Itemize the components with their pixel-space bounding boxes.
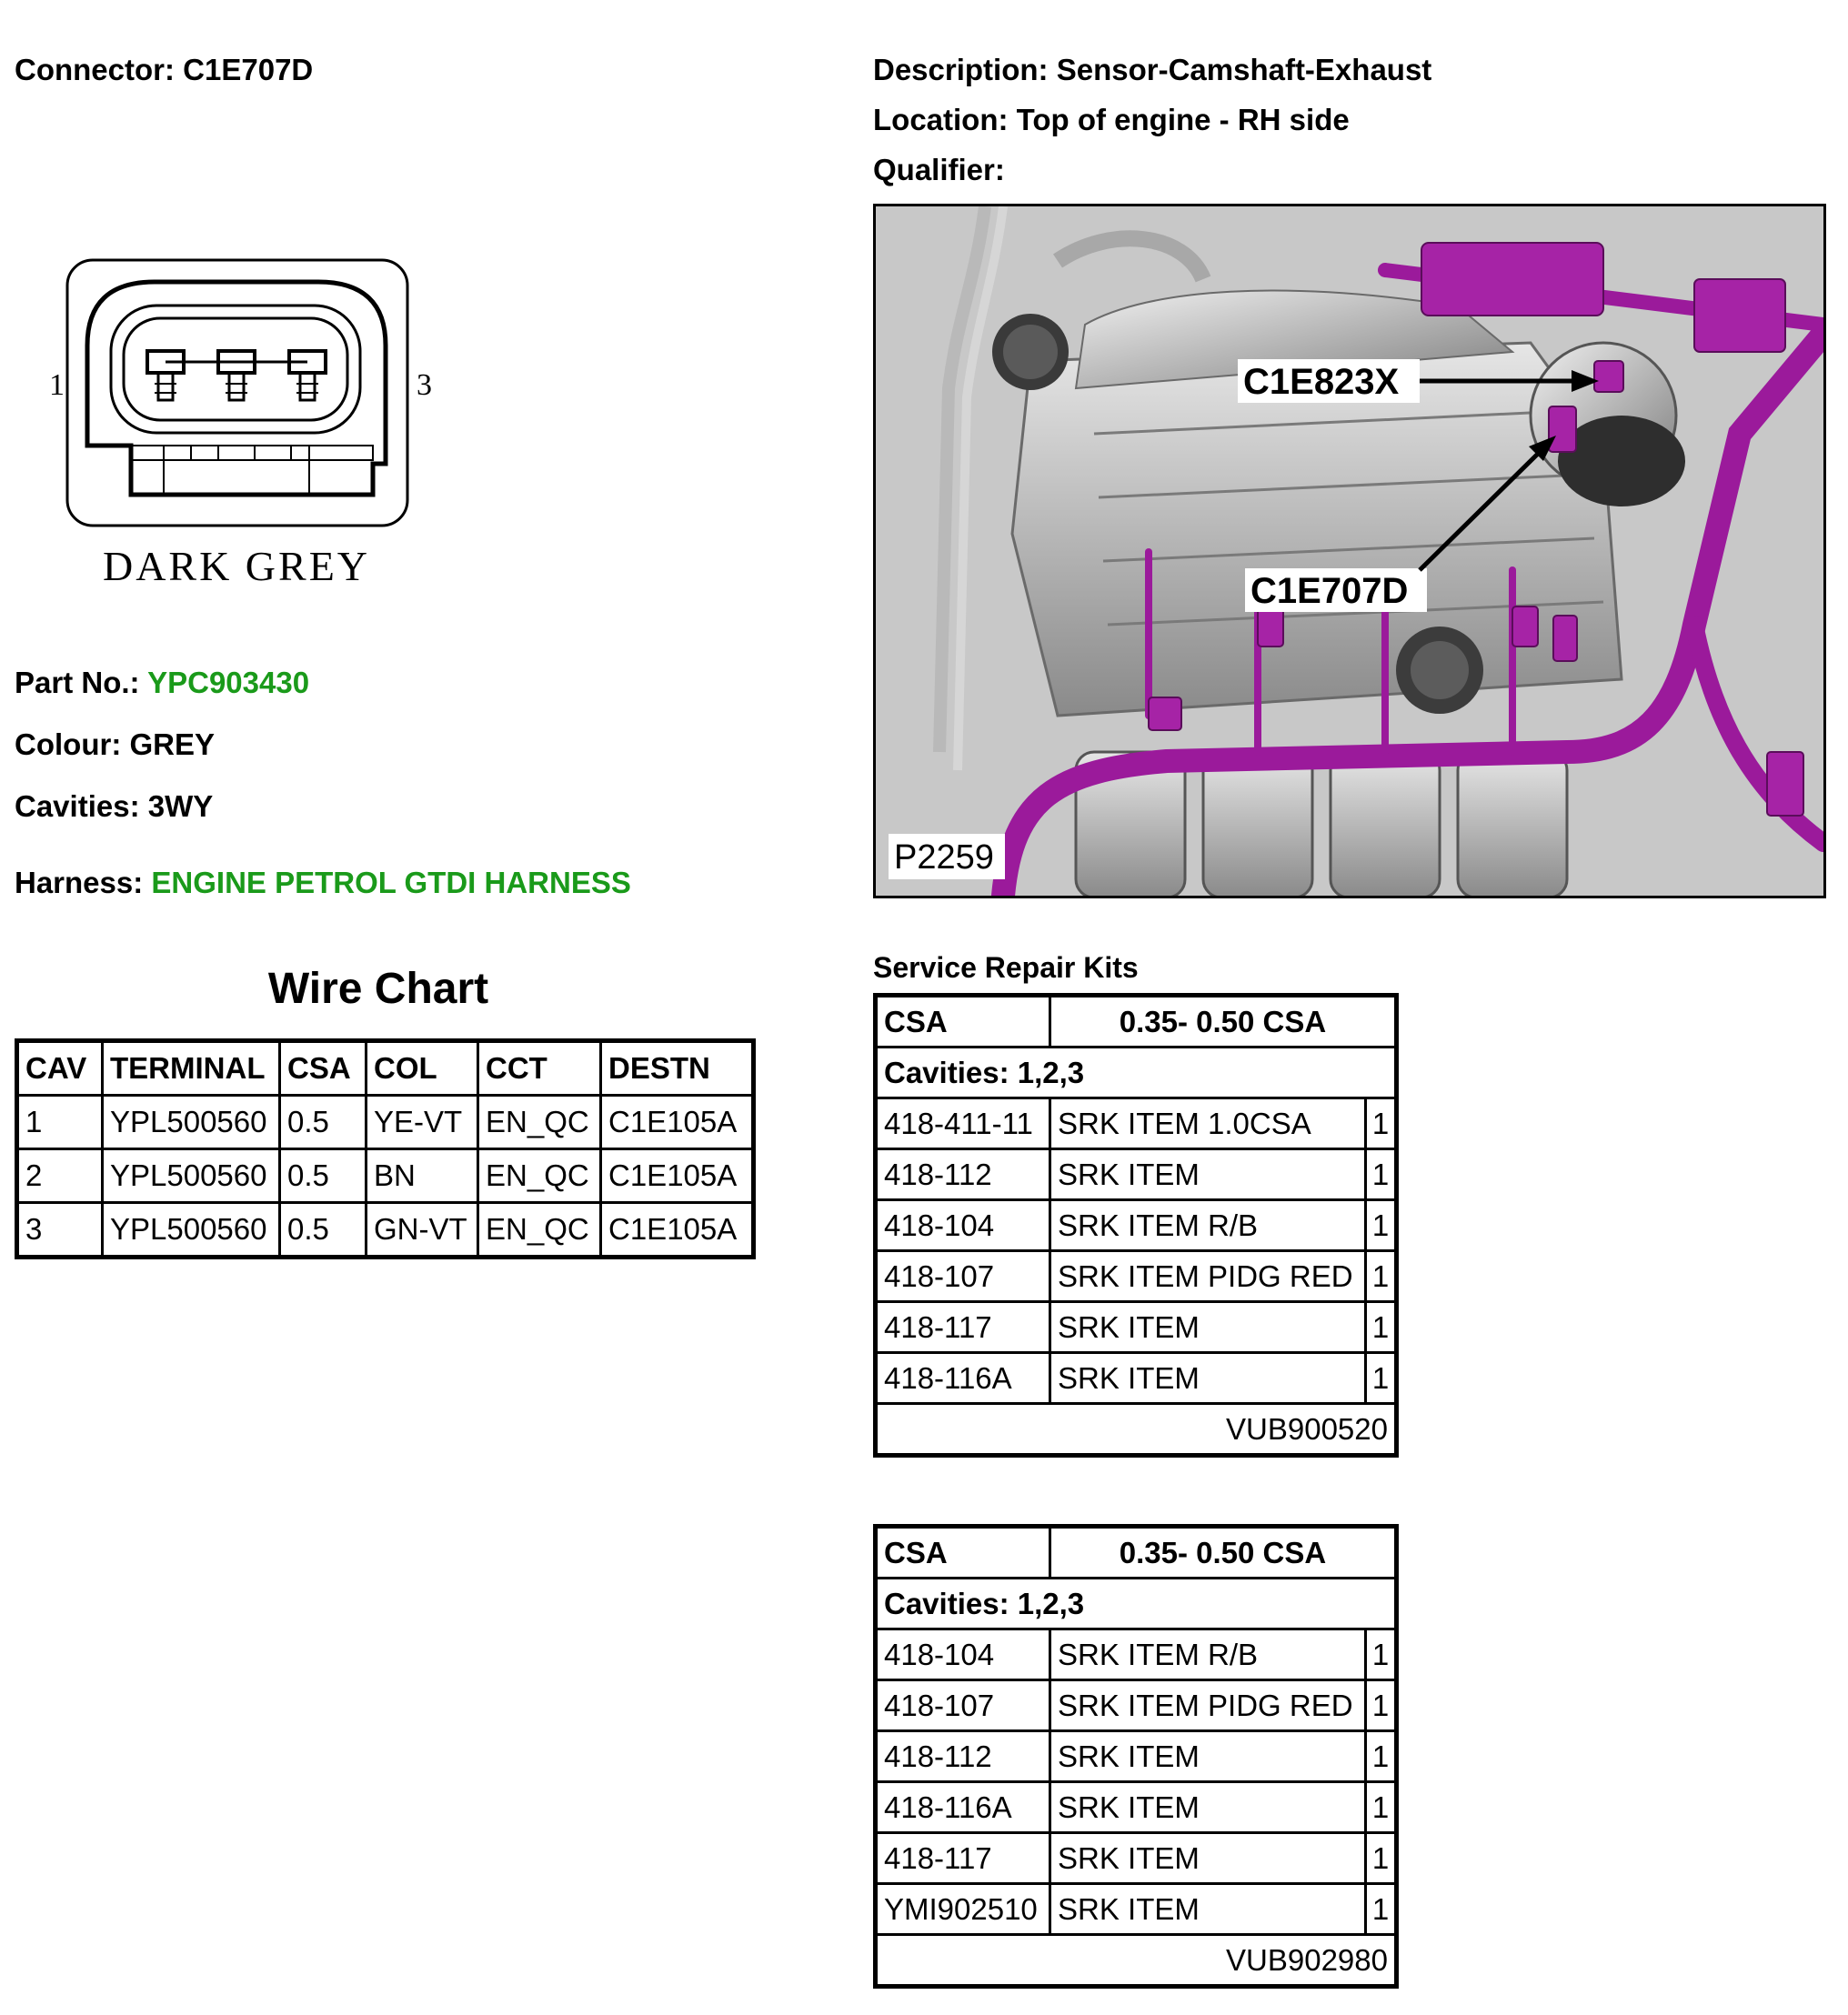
srk-csa-label: CSA [876, 1527, 1050, 1579]
part-number-link[interactable]: YPC903430 [147, 666, 310, 699]
srk-qty: 1 [1366, 1680, 1397, 1731]
pin-number-right: 3 [417, 368, 432, 402]
srk-kit-number-row [876, 1935, 1397, 1987]
srk-table-2 [873, 1524, 1399, 1989]
cell-terminal: YPL500560 [103, 1149, 280, 1203]
cell-cav: 3 [17, 1203, 103, 1258]
srk-cavities: Cavities: 1,2,3 [876, 1048, 1397, 1098]
table-row [876, 1731, 1397, 1782]
colour-label: Colour: [15, 727, 122, 761]
cell-cct: EN_QC [478, 1149, 601, 1203]
pin-number-left: 1 [49, 368, 65, 402]
location-label: Location: [873, 103, 1009, 136]
srk-kit-number-row [876, 1404, 1397, 1456]
figure-id-label: P2259 [894, 838, 994, 877]
table-row [17, 1203, 754, 1258]
srk-qty: 1 [1366, 1353, 1397, 1404]
col-header-terminal: TERMINAL [103, 1041, 280, 1096]
srk-qty: 1 [1366, 1149, 1397, 1200]
table-row [876, 1680, 1397, 1731]
srk-part: 418-112 [876, 1731, 1050, 1782]
qualifier-label: Qualifier: [873, 153, 1005, 186]
connector-value: C1E707D [183, 53, 314, 86]
col-header-cct: CCT [478, 1041, 601, 1096]
part-number-line [15, 666, 309, 700]
wire-chart-header-row [17, 1041, 754, 1096]
cell-csa: 0.5 [280, 1096, 367, 1149]
table-row [17, 1149, 754, 1203]
location-line [873, 103, 1350, 137]
cell-terminal: YPL500560 [103, 1203, 280, 1258]
srk-desc: SRK ITEM [1050, 1833, 1366, 1884]
srk-csa-row [876, 996, 1397, 1048]
callout-c1e823x-label: C1E823X [1243, 362, 1400, 402]
table-row [17, 1096, 754, 1149]
srk-qty: 1 [1366, 1884, 1397, 1935]
table-row [876, 1884, 1397, 1935]
table-row [876, 1782, 1397, 1833]
srk-qty: 1 [1366, 1833, 1397, 1884]
cell-cct: EN_QC [478, 1096, 601, 1149]
cell-destn: C1E105A [601, 1203, 754, 1258]
srk-desc: SRK ITEM [1050, 1782, 1366, 1833]
table-row [876, 1149, 1397, 1200]
connector-colour-caption: DARK GREY [102, 543, 371, 589]
col-header-csa: CSA [280, 1041, 367, 1096]
engine-illustration [876, 206, 1823, 896]
part-number-label: Part No.: [15, 666, 140, 699]
table-row [876, 1098, 1397, 1149]
srk-part: 418-116A [876, 1782, 1050, 1833]
srk-csa-row [876, 1527, 1397, 1579]
srk-part: 418-107 [876, 1251, 1050, 1302]
cavities-value: 3WY [147, 789, 214, 823]
srk-qty: 1 [1366, 1251, 1397, 1302]
table-row [876, 1200, 1397, 1251]
srk-desc: SRK ITEM R/B [1050, 1629, 1366, 1680]
connector-label: Connector: [15, 53, 175, 86]
wire-chart-title: Wire Chart [267, 965, 489, 1013]
srk-qty: 1 [1366, 1302, 1397, 1353]
srk-desc: SRK ITEM 1.0CSA [1050, 1098, 1366, 1149]
table-row [876, 1833, 1397, 1884]
cell-csa: 0.5 [280, 1203, 367, 1258]
srk-qty: 1 [1366, 1098, 1397, 1149]
srk-kit-number: VUB900520 [876, 1404, 1397, 1456]
srk-part: 418-116A [876, 1353, 1050, 1404]
cell-cav: 2 [17, 1149, 103, 1203]
srk-kit-number: VUB902980 [876, 1935, 1397, 1987]
connector-pin-housing [124, 318, 347, 420]
srk-part: 418-112 [876, 1149, 1050, 1200]
cavities-label: Cavities: [15, 789, 140, 823]
srk-desc: SRK ITEM [1050, 1731, 1366, 1782]
cell-col: GN-VT [367, 1203, 478, 1258]
connector-heading [15, 53, 313, 87]
srk-part: 418-117 [876, 1833, 1050, 1884]
wire-chart-table [15, 1038, 756, 1259]
srk-cavities-row [876, 1048, 1397, 1098]
connector-face-diagram [36, 246, 473, 609]
service-repair-kits-title: Service Repair Kits [873, 951, 1139, 984]
srk-desc: SRK ITEM R/B [1050, 1200, 1366, 1251]
table-row [876, 1629, 1397, 1680]
srk-qty: 1 [1366, 1200, 1397, 1251]
srk-part: 418-104 [876, 1200, 1050, 1251]
cell-csa: 0.5 [280, 1149, 367, 1203]
srk-part: YMI902510 [876, 1884, 1050, 1935]
cell-destn: C1E105A [601, 1149, 754, 1203]
colour-value: GREY [129, 727, 216, 761]
qualifier-line [873, 153, 1005, 187]
cell-col: YE-VT [367, 1096, 478, 1149]
srk-qty: 1 [1366, 1629, 1397, 1680]
cell-destn: C1E105A [601, 1096, 754, 1149]
connector-pin-2 [218, 351, 255, 400]
engine-location-image [873, 204, 1826, 898]
srk-part: 418-107 [876, 1680, 1050, 1731]
cell-terminal: YPL500560 [103, 1096, 280, 1149]
col-header-cav: CAV [17, 1041, 103, 1096]
srk-cavities: Cavities: 1,2,3 [876, 1579, 1397, 1629]
srk-desc: SRK ITEM PIDG RED [1050, 1680, 1366, 1731]
harness-label: Harness: [15, 866, 144, 899]
description-line [873, 53, 1431, 87]
srk-qty: 1 [1366, 1782, 1397, 1833]
srk-part: 418-104 [876, 1629, 1050, 1680]
harness-link[interactable]: ENGINE PETROL GTDI HARNESS [151, 866, 631, 899]
srk-part: 418-411-11 [876, 1098, 1050, 1149]
location-value: Top of engine - RH side [1016, 103, 1350, 136]
srk-csa-label: CSA [876, 996, 1050, 1048]
table-row [876, 1353, 1397, 1404]
connector-pin-3 [289, 351, 326, 400]
table-row [876, 1302, 1397, 1353]
table-row [876, 1251, 1397, 1302]
description-value: Sensor-Camshaft-Exhaust [1056, 53, 1432, 86]
srk-desc: SRK ITEM PIDG RED [1050, 1251, 1366, 1302]
srk-csa-value: 0.35- 0.50 CSA [1050, 996, 1397, 1048]
cell-cct: EN_QC [478, 1203, 601, 1258]
description-label: Description: [873, 53, 1049, 86]
srk-csa-value: 0.35- 0.50 CSA [1050, 1527, 1397, 1579]
srk-desc: SRK ITEM [1050, 1149, 1366, 1200]
cell-cav: 1 [17, 1096, 103, 1149]
col-header-col: COL [367, 1041, 478, 1096]
c1e707d-connector-marker [1549, 406, 1576, 452]
colour-line [15, 727, 215, 762]
srk-desc: SRK ITEM [1050, 1884, 1366, 1935]
srk-desc: SRK ITEM [1050, 1302, 1366, 1353]
srk-cavities-row [876, 1579, 1397, 1629]
srk-part: 418-117 [876, 1302, 1050, 1353]
harness-line [15, 866, 631, 900]
connector-pin-1 [147, 351, 184, 400]
srk-qty: 1 [1366, 1731, 1397, 1782]
cavities-line [15, 789, 213, 824]
srk-desc: SRK ITEM [1050, 1353, 1366, 1404]
col-header-destn: DESTN [601, 1041, 754, 1096]
callout-c1e707d-label: C1E707D [1250, 571, 1409, 611]
cell-col: BN [367, 1149, 478, 1203]
srk-table-1 [873, 993, 1399, 1458]
connector-latch-ribs [131, 446, 373, 495]
